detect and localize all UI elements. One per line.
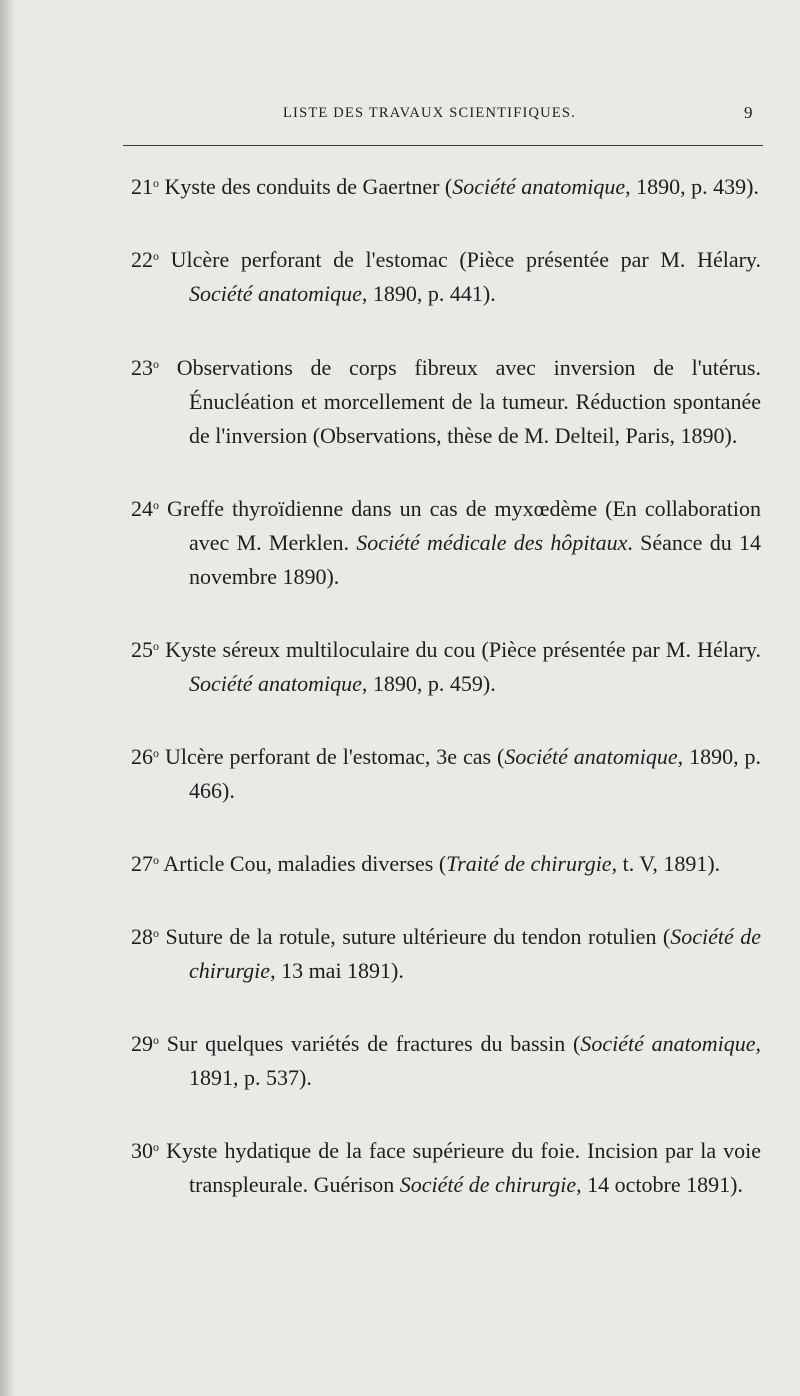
entry-text: Ulcère perforant de l'estomac, 3e cas (Société anatomique, 1890, p. 466).: [164, 744, 762, 803]
publication-entry-24: [131, 488, 761, 594]
running-title: LISTE DES TRAVAUX SCIENTIFIQUES.: [283, 105, 576, 121]
entry-number: 25$^o$: [131, 637, 159, 662]
entry-text: Ulcère perforant de l'estomac (Pièce présentée par M. Hélary. Société anatomique, 1890, p. 441).: [170, 247, 761, 306]
entry-number: 21$^o$: [131, 174, 159, 199]
entry-number: 22$^o$: [131, 247, 159, 272]
entry-text: Kyste des conduits de Gaertner (Société anatomique, 1890, p. 439).: [164, 174, 759, 199]
publication-entry-28: [131, 916, 761, 988]
entry-number: 23$^o$: [131, 355, 159, 380]
entry-number: 27$^o$: [131, 851, 159, 876]
publication-entry-29: [131, 1023, 761, 1095]
entry-text: Suture de la rotule, suture ultérieure du tendon rotulien (Société de chirurgie, 13 mai 1891).: [165, 924, 761, 983]
entry-text: Sur quelques variétés de fractures du bassin (Société anatomique, 1891, p. 537).: [166, 1031, 761, 1090]
entry-text: Article Cou, maladies diverses (Traité de chirurgie, t. V, 1891).: [163, 851, 721, 876]
entry-text: Greffe thyroïdienne dans un cas de myxœdème (En collaboration avec M. Merklen. Société médicale des hôpitaux. Séance du 14 novembre 1890).: [167, 496, 762, 589]
entry-text: Kyste hydatique de la face supérieure du foie. Incision par la voie transpleurale. Guérison Société de chirurgie, 14 octobre 1891).: [166, 1138, 762, 1197]
entry-number: 28$^o$: [131, 924, 159, 949]
entry-number: 24$^o$: [131, 496, 159, 521]
publication-entry-26: [131, 736, 761, 808]
running-head: [0, 101, 800, 131]
publication-entry-25: [131, 629, 761, 701]
publication-entry-21: [131, 166, 761, 204]
publication-entry-30: [131, 1130, 761, 1202]
publication-list: [131, 166, 761, 1237]
entry-number: 30$^o$: [131, 1138, 159, 1163]
entry-number: 29$^o$: [131, 1031, 159, 1056]
entry-number: 26$^o$: [131, 744, 159, 769]
page-number: 9: [744, 103, 753, 122]
publication-entry-22: [131, 239, 761, 311]
publication-entry-27: [131, 843, 761, 881]
header-rule: [123, 145, 763, 146]
entry-text: Observations de corps fibreux avec inversion de l'utérus. Énucléation et morcellement de la tumeur. Réduction spontanée de l'inversion (Observations, thèse de M. Delteil, Paris, 1890).: [176, 355, 761, 448]
publication-entry-23: [131, 347, 761, 453]
entry-text: Kyste séreux multiloculaire du cou (Pièce présentée par M. Hélary. Société anatomique, 1890, p. 459).: [165, 637, 762, 696]
